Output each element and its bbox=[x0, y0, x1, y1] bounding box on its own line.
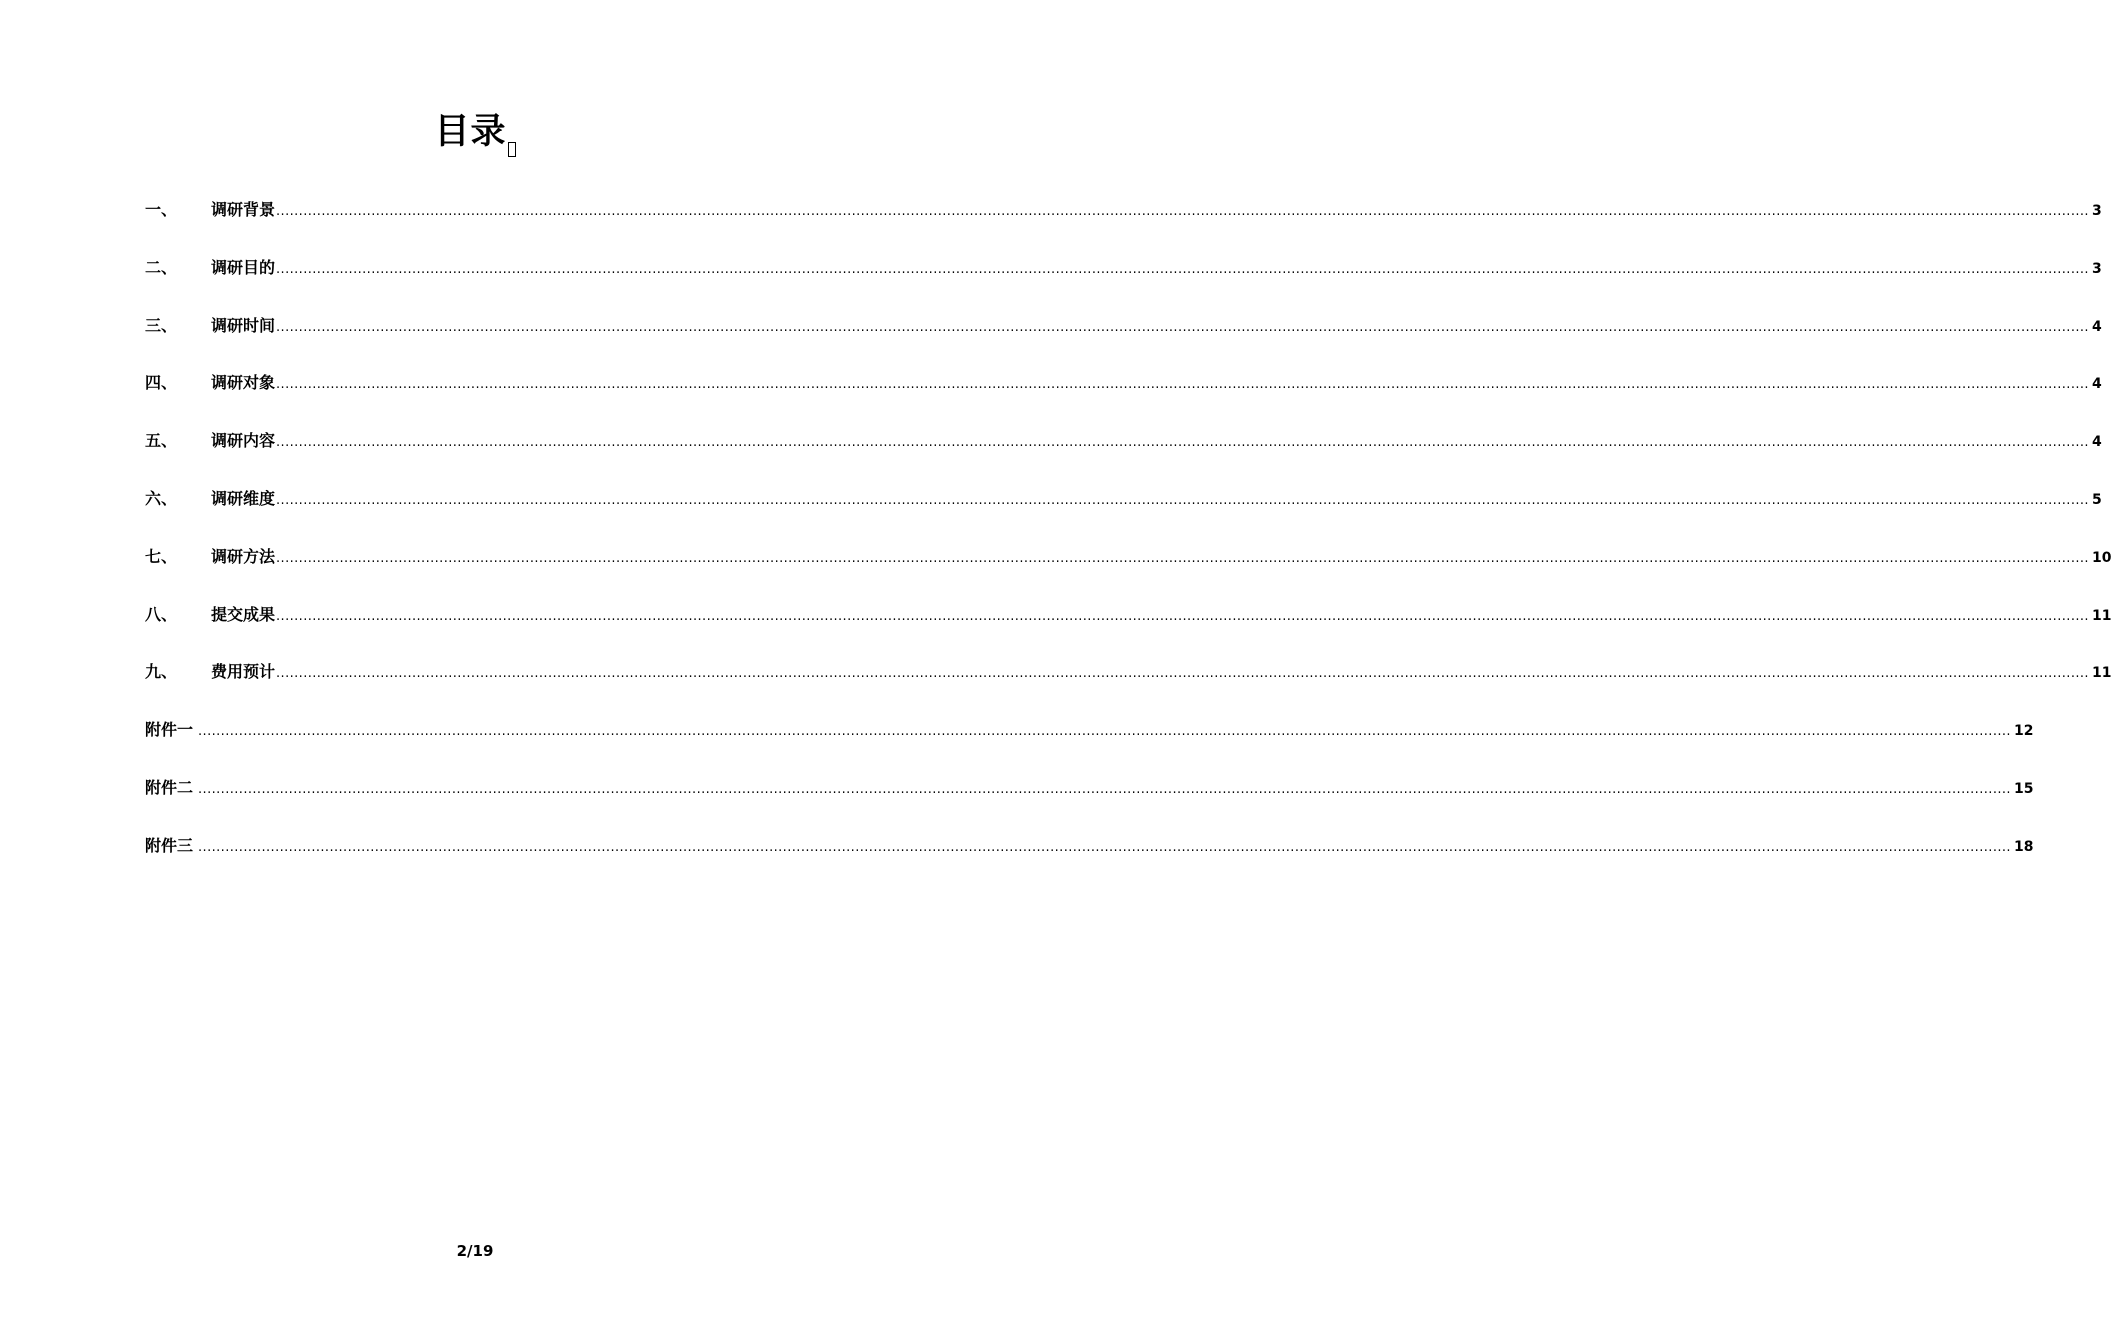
toc-entry-page: 18 bbox=[2013, 838, 2034, 855]
toc-entry-page: 11 bbox=[2091, 665, 2111, 682]
toc-leader-dots: ................................................................................................................................................................................................................................................................................................................................................................................................................ bbox=[276, 550, 2089, 566]
toc-entry-page: 12 bbox=[2013, 723, 2034, 740]
toc-entry-title: 调研维度 bbox=[211, 488, 276, 508]
toc-entry-title: 调研对象 bbox=[211, 373, 276, 393]
toc-leader-dots: ................................................................................................................................................................................................................................................................................................................................................................................................................ bbox=[276, 319, 2089, 335]
toc-leader-dots: ................................................................................................................................................................................................................................................................................................................................................................................................................ bbox=[198, 724, 2011, 740]
toc-entry-page: 4 bbox=[2091, 318, 2102, 335]
toc-entry-page: 10 bbox=[2091, 549, 2111, 566]
toc-leader-dots: ................................................................................................................................................................................................................................................................................................................................................................................................................ bbox=[276, 435, 2089, 451]
toc-entry-page: 4 bbox=[2091, 376, 2102, 393]
toc-entry-appendix[interactable] bbox=[145, 833, 2034, 891]
toc-leader-dots: ................................................................................................................................................................................................................................................................................................................................................................................................................ bbox=[276, 666, 2089, 682]
toc-entry-page: 11 bbox=[2091, 607, 2111, 624]
toc-entry[interactable] bbox=[145, 255, 2102, 313]
toc-entry-page: 4 bbox=[2091, 434, 2102, 451]
toc-entry-number: 一、 bbox=[145, 200, 178, 219]
placeholder-glyph-icon bbox=[508, 142, 516, 157]
toc-leader-dots: ................................................................................................................................................................................................................................................................................................................................................................................................................ bbox=[276, 608, 2089, 624]
toc-entry-number: 三、 bbox=[145, 315, 178, 335]
toc-leader-dots: ................................................................................................................................................................................................................................................................................................................................................................................................................ bbox=[276, 204, 2089, 219]
toc-entry[interactable] bbox=[145, 313, 2102, 371]
title-text: 目录 bbox=[434, 112, 507, 152]
toc-entry[interactable] bbox=[145, 659, 2111, 717]
toc-entry-number: 四、 bbox=[145, 373, 178, 393]
page-title bbox=[0, 108, 950, 157]
toc-entry-title: 附件二 bbox=[145, 777, 194, 797]
toc-entry-appendix[interactable] bbox=[145, 717, 2034, 775]
toc-entry-number: 八、 bbox=[145, 604, 178, 624]
toc-entry-number: 二、 bbox=[145, 257, 178, 277]
toc-entry-page: 5 bbox=[2091, 491, 2102, 508]
toc-leader-dots: ................................................................................................................................................................................................................................................................................................................................................................................................................ bbox=[198, 839, 2011, 855]
page-number-footer: 2/19 bbox=[456, 1242, 494, 1260]
table-of-contents bbox=[145, 197, 2111, 891]
toc-entry-title: 附件一 bbox=[145, 720, 194, 740]
toc-entry-page: 15 bbox=[2013, 780, 2034, 797]
toc-entry-title: 附件三 bbox=[145, 835, 194, 855]
toc-entry-appendix[interactable] bbox=[145, 775, 2034, 833]
toc-leader-dots: ................................................................................................................................................................................................................................................................................................................................................................................................................ bbox=[276, 492, 2089, 508]
toc-entry[interactable] bbox=[145, 370, 2102, 428]
toc-entry-title: 调研背景 bbox=[211, 200, 276, 219]
toc-entry-number: 九、 bbox=[145, 662, 178, 682]
toc-entry-title: 调研目的 bbox=[211, 257, 276, 277]
toc-entry[interactable] bbox=[145, 486, 2102, 544]
toc-entry-number: 六、 bbox=[145, 488, 178, 508]
toc-entry-title: 费用预计 bbox=[211, 662, 276, 682]
toc-entry[interactable] bbox=[145, 197, 2102, 255]
toc-leader-dots: ................................................................................................................................................................................................................................................................................................................................................................................................................ bbox=[198, 781, 2011, 797]
toc-entry[interactable] bbox=[145, 602, 2111, 660]
toc-entry-title: 调研内容 bbox=[211, 431, 276, 451]
toc-entry-page: 3 bbox=[2091, 203, 2102, 219]
toc-entry[interactable] bbox=[145, 428, 2102, 486]
toc-entry-page: 3 bbox=[2091, 260, 2102, 277]
toc-leader-dots: ................................................................................................................................................................................................................................................................................................................................................................................................................ bbox=[276, 261, 2089, 277]
toc-entry[interactable] bbox=[145, 544, 2111, 602]
toc-entry-title: 调研时间 bbox=[211, 315, 276, 335]
toc-entry-number: 七、 bbox=[145, 546, 178, 566]
toc-entry-title: 调研方法 bbox=[211, 546, 276, 566]
toc-leader-dots: ................................................................................................................................................................................................................................................................................................................................................................................................................ bbox=[276, 377, 2089, 393]
toc-entry-number: 五、 bbox=[145, 431, 178, 451]
toc-entry-title: 提交成果 bbox=[211, 604, 276, 624]
